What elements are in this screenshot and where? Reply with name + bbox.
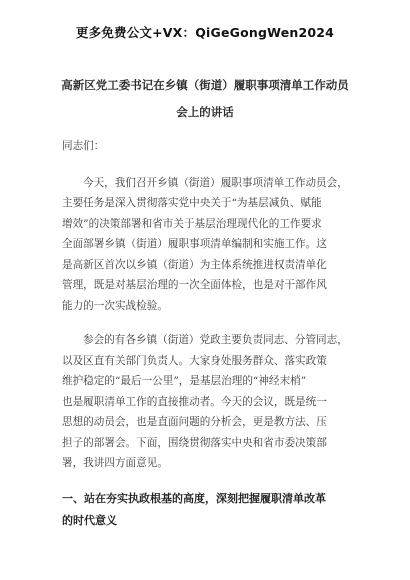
paragraph-line: 署，我讲四方面意见。 <box>62 457 168 469</box>
paragraph-line: 也是履职清单工作的直接推动者。今天的会议，既是统一 <box>62 395 327 408</box>
paragraph-line: 管理，既是对基层治理的一次全面体检，也是对干部作风 <box>62 279 327 291</box>
section-heading-1 <box>62 488 358 532</box>
paragraph-line: 今天，我们召开乡镇（街道）履职事项清单工作动员会， <box>83 176 348 189</box>
paragraph-line: 主要任务是深入贯彻落实党中央关于“为基层减负、赋能 <box>62 197 322 209</box>
paragraph-2 <box>62 330 358 474</box>
section-heading-line: 一、站在夯实执政根基的高度，深刻把握履职清单改革 <box>62 491 326 505</box>
promo-watermark-text: 更多免费公文+VX：QiGeGongWen2024 <box>75 25 335 40</box>
paragraph-line: 以及区直有关部门负责人。大家身处服务群众、落实政策 <box>62 354 327 367</box>
paragraph-line: 思想的动员会，也是直面问题的分析会，更是教方法、压 <box>62 416 327 428</box>
paragraph-line: 能力的一次实战检验。 <box>62 299 168 312</box>
document-body <box>62 136 358 532</box>
document-title-line-1: 高新区党工委书记在乡镇（街道）履职事项清单工作动员 <box>61 78 349 92</box>
paragraph-line: 是高新区首次以乡镇（街道）为主体系统推进权责清单化 <box>62 258 327 271</box>
paragraph-line: 担子的部署会。下面，围绕贯彻落实中央和省市委决策部 <box>62 436 327 449</box>
document-title <box>60 72 350 126</box>
paragraph-line: 维护稳定的“最后一公里”，是基层治理的“神经末梢” <box>62 375 307 387</box>
salutation: 同志们： <box>62 140 105 152</box>
paragraph-1 <box>62 173 358 317</box>
document-title-line-2: 会上的讲话 <box>176 105 234 119</box>
paragraph-line: 参会的有各乡镇（街道）党政主要负责同志、分管同志， <box>83 334 348 346</box>
section-heading-line: 的时代意义 <box>62 513 117 527</box>
paragraph-line: 全面部署乡镇（街道）履职事项清单编制和实施工作。这 <box>62 238 327 250</box>
paragraph-line: 增效”的决策部署和省市关于基层治理现代化的工作要求 <box>62 217 322 230</box>
